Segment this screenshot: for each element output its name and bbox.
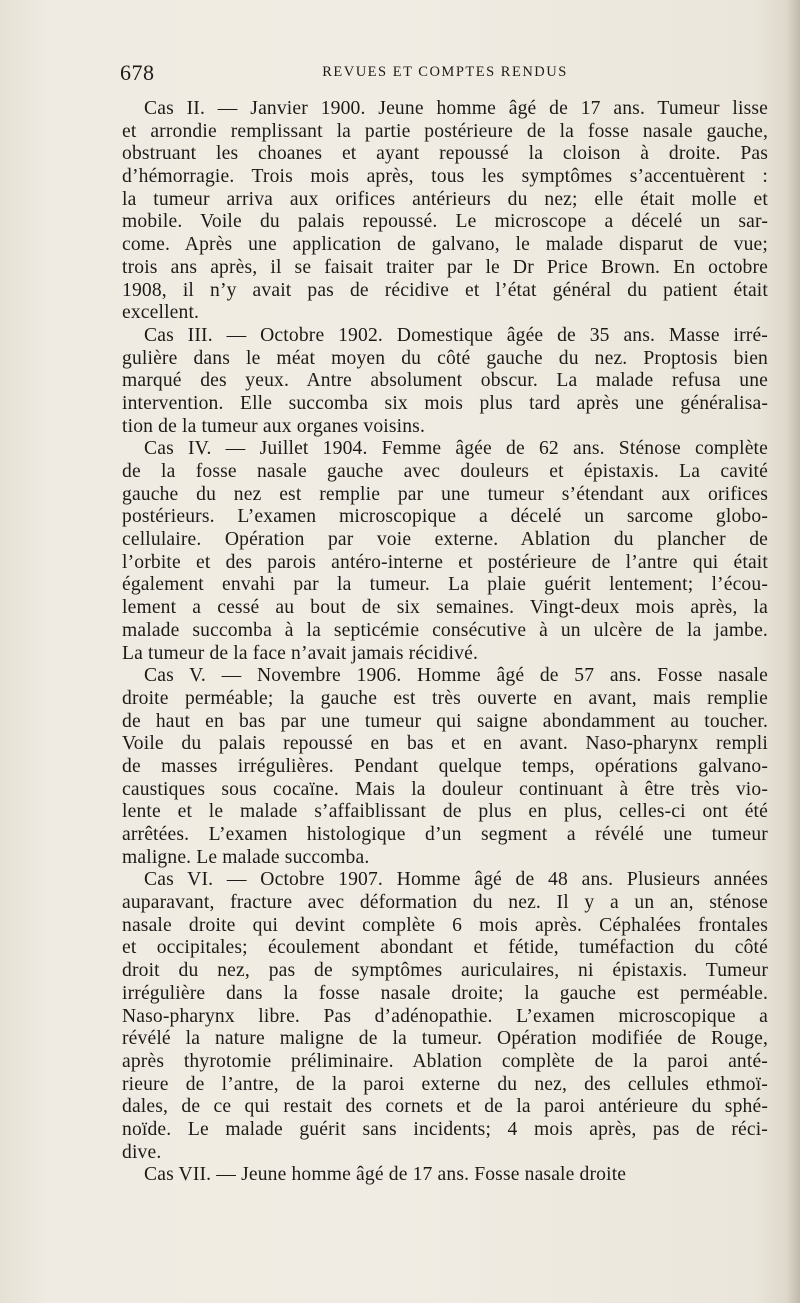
text-line: mobile. Voile du palais repoussé. Le microscope a décelé un sar- — [122, 211, 768, 233]
text-line: Cas VI. — Octobre 1907. Homme âgé de 48 ans. Plusieurs années — [144, 869, 768, 891]
text-line: droit du nez, pas de symptômes auriculaires, ni épistaxis. Tumeur — [122, 960, 768, 982]
text-line: gauche du nez est remplie par une tumeur s’étendant aux orifices — [122, 483, 768, 505]
text-line: maligne. Le malade succomba. — [122, 846, 370, 868]
text-line: également envahi par la tumeur. La plaie guérit lentement; l’écou- — [122, 574, 768, 596]
text-line: marqué des yeux. Antre absolument obscur. La malade refusa une — [122, 370, 768, 392]
text-line: l’orbite et des parois antéro-interne et postérieure de l’antre qui était — [122, 551, 768, 573]
text-line: Cas II. — Janvier 1900. Jeune homme âgé de 17 ans. Tumeur lisse — [144, 98, 768, 119]
text-line: de la fosse nasale gauche avec douleurs et épistaxis. La cavité — [122, 461, 768, 482]
text-line: d’hémorragie. Trois mois après, tous les symptômes s’accentuèrent : — [122, 166, 768, 188]
text-line: Cas V. — Novembre 1906. Homme âgé de 57 ans. Fosse nasale — [144, 665, 768, 687]
page-number: 678 — [120, 60, 155, 85]
running-head — [120, 58, 770, 88]
text-line: irrégulière dans la fosse nasale droite; la gauche est perméable. — [122, 982, 768, 1004]
text-line: trois ans après, il se faisait traiter par le Dr Price Brown. En octobre — [122, 256, 768, 278]
text-line: arrêtées. L’examen histologique d’un segment a révélé une tumeur — [122, 824, 768, 845]
text-line: postérieurs. L’examen microscopique a décelé un sarcome globo- — [122, 506, 768, 528]
text-line: malade succomba à la septicémie consécutive à un ulcère de la jambe. — [122, 619, 768, 641]
text-line: 1908, il n’y avait pas de récidive et l’état général du patient était — [122, 279, 768, 301]
text-line: Voile du palais repoussé en bas et en avant. Naso-pharynx rempli — [122, 733, 768, 755]
text-line: rieure de l’antre, de la paroi externe du nez, des cellules ethmoï- — [122, 1073, 768, 1095]
text-line: de masses irrégulières. Pendant quelque temps, opérations galvano- — [122, 755, 768, 777]
text-line: la tumeur arriva aux orifices antérieurs du nez; elle était molle et — [122, 188, 768, 210]
text-line: nasale droite qui devint complète 6 mois après. Céphalées frontales — [122, 914, 768, 936]
running-title: REVUES ET COMPTES RENDUS — [322, 64, 568, 80]
text-line: intervention. Elle succomba six mois plus tard après une généralisa- — [122, 392, 768, 414]
text-line: Cas VII. — Jeune homme âgé de 17 ans. Fosse nasale droite — [144, 1164, 627, 1186]
text-line: Naso-pharynx libre. Pas d’adénopathie. L’examen microscopique a — [122, 1005, 768, 1027]
text-line: et occipitales; écoulement abondant et fétide, tuméfaction du côté — [122, 937, 768, 959]
text-line: Cas III. — Octobre 1902. Domestique âgée de 35 ans. Masse irré- — [144, 324, 768, 346]
text-line: cellulaire. Opération par voie externe. Ablation du plancher de — [122, 529, 768, 551]
text-line: noïde. Le malade guérit sans incidents; 4 mois après, pas de réci- — [122, 1118, 768, 1140]
text-line: après thyrotomie préliminaire. Ablation complète de la paroi anté- — [122, 1050, 768, 1072]
page-edge-shadow — [786, 0, 800, 1303]
text-line: droite perméable; la gauche est très ouverte en avant, mais remplie — [122, 687, 768, 709]
text-line: révélé la nature maligne de la tumeur. Opération modifiée de Rouge, — [122, 1028, 768, 1050]
text-line: gulière dans le méat moyen du côté gauche du nez. Proptosis bien — [122, 347, 768, 369]
text-line: obstruant les choanes et ayant repoussé la cloison à droite. Pas — [122, 143, 768, 165]
text-line: et arrondie remplissant la partie postérieure de la fosse nasale gauche, — [122, 120, 768, 142]
text-line: La tumeur de la face n’avait jamais récidivé. — [122, 642, 478, 664]
text-line: come. Après une application de galvano, le malade disparut de vue; — [122, 234, 768, 256]
body-text — [122, 98, 768, 1187]
text-line: lement a cessé au bout de six semaines. Vingt-deux mois après, la — [122, 597, 768, 619]
text-line: dive. — [122, 1141, 162, 1163]
text-line: tion de la tumeur aux organes voisins. — [122, 415, 426, 437]
text-line: lente et le malade s’affaiblissant de plus en plus, celles-ci ont été — [122, 801, 768, 823]
text-line: excellent. — [122, 302, 200, 324]
text-line: Cas IV. — Juillet 1904. Femme âgée de 62 ans. Sténose complète — [144, 438, 768, 460]
text-line: de haut en bas par une tumeur qui saigne abondamment au toucher. — [122, 710, 768, 732]
text-line: dales, de ce qui restait des cornets et de la paroi antérieure du sphé- — [122, 1096, 768, 1118]
text-line: caustiques sous cocaïne. Mais la douleur continuant à être très vio- — [122, 778, 768, 800]
text-line: auparavant, fracture avec déformation du nez. Il y a un an, sténose — [122, 892, 768, 914]
